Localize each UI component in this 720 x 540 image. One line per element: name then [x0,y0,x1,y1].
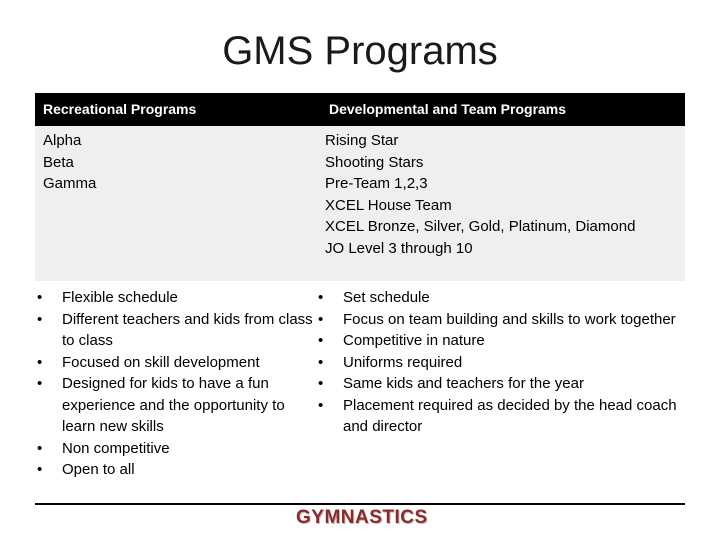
features-row [35,281,685,505]
list-item: Shooting Stars [325,153,424,171]
developmental-programs-list [325,130,635,259]
bullet-item: • Same kids and teachers for the year [312,373,682,395]
bullet-item: • Open to all [31,459,313,481]
list-item: XCEL House Team [325,196,452,214]
bullet-item: • Placement required as decided by the head coach and director [312,395,682,438]
bullet-item: • Designed for kids to have a fun experience and the opportunity to learn new skills [31,373,313,438]
bullet-item: • Different teachers and kids from class to class [31,309,313,352]
header-developmental: Developmental and Team Programs [329,101,567,117]
logo-text: GYMNASTICS [296,507,428,528]
slide-title: GMS Programs [222,29,498,73]
gymnastics-logo [296,505,436,533]
list-item: Pre-Team 1,2,3 [325,175,428,192]
bullet-item: • Uniforms required [312,352,682,374]
list-item: XCEL Bronze, Silver, Gold, Platinum, Diamond [325,218,636,235]
list-item: Gamma [43,175,97,192]
recreational-features-list [31,287,313,481]
bullet-item: • Flexible schedule [31,287,313,309]
table-header-row [35,93,685,126]
recreational-programs-list [43,130,96,195]
developmental-features-list [312,287,682,438]
bullet-item: • Non competitive [31,438,313,460]
list-item: Beta [43,153,74,171]
bullet-item: • Focus on team building and skills to work together [312,309,682,331]
list-item: Alpha [43,132,82,149]
header-recreational: Recreational Programs [43,101,197,117]
list-item: JO Level 3 through 10 [325,239,473,257]
programs-row [35,126,685,281]
list-item: Rising Star [325,132,399,149]
programs-table [35,93,685,505]
bullet-item: • Focused on skill development [31,352,313,374]
bullet-item: • Set schedule [312,287,682,309]
bullet-item: • Competitive in nature [312,330,682,352]
